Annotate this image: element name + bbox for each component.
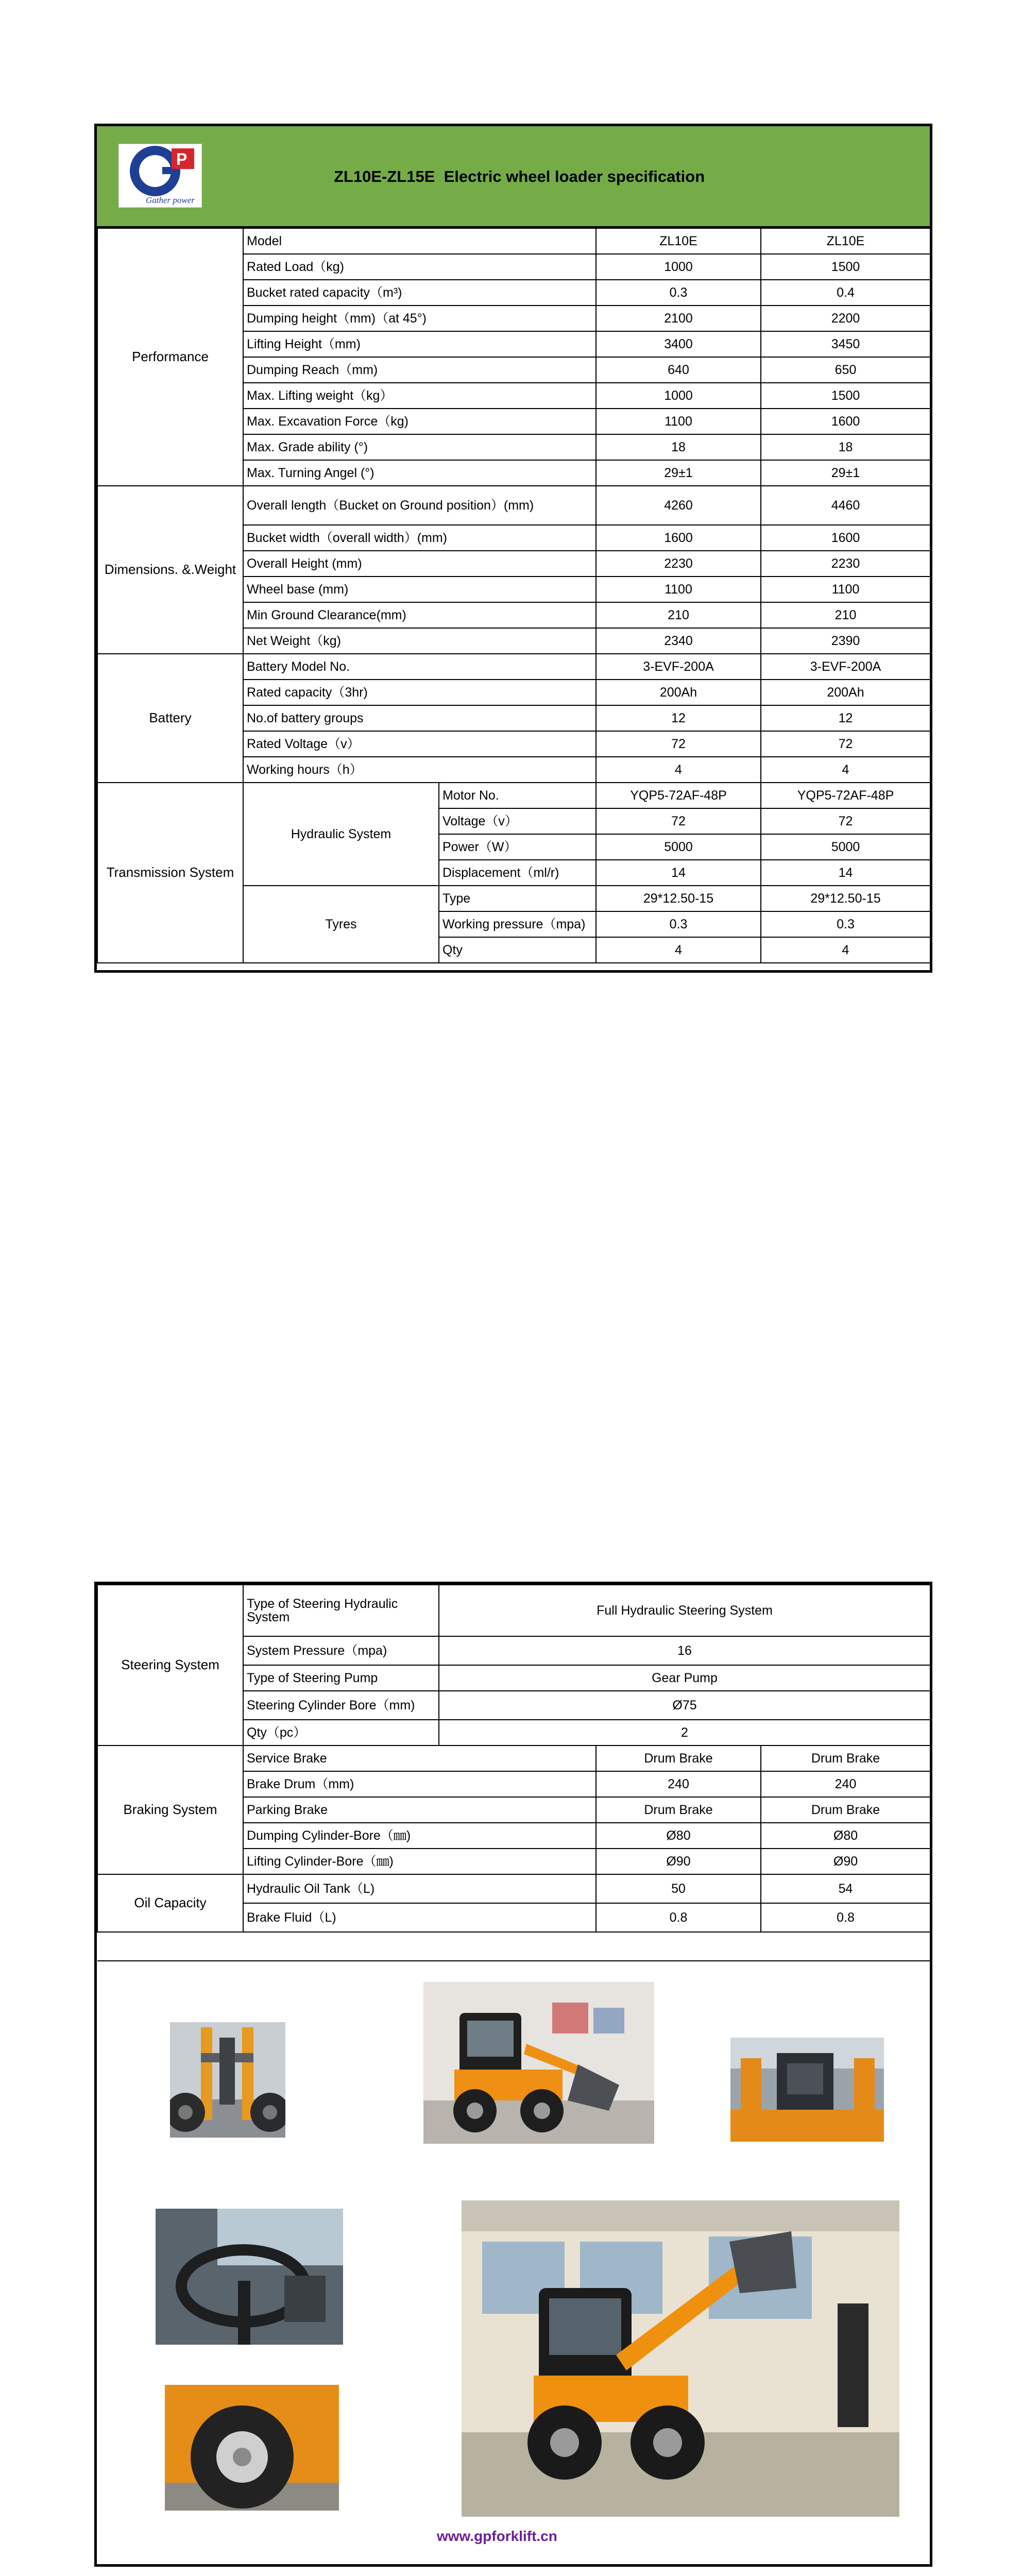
spec-label: Wheel base (mm): [243, 577, 596, 602]
spec-label: Hydraulic Oil Tank（L): [243, 1874, 596, 1903]
photo-front-lift-frame: [170, 2022, 285, 2138]
spec-label: Service Brake: [243, 1745, 596, 1771]
photo-steering-wheel: [156, 2209, 343, 2345]
spec-label: Type of Steering Pump: [243, 1665, 439, 1691]
spec-label: Max. Lifting weight（kg）: [243, 383, 596, 409]
spec-value-zl10e: 640: [596, 357, 761, 383]
spec-value-zl15e: 72: [761, 808, 930, 834]
spec-value-zl10e: 2340: [596, 628, 761, 654]
spec-value-zl15e: 54: [761, 1874, 930, 1903]
spec-value-zl15e: 1600: [761, 409, 930, 434]
spec-value-shared: 2: [439, 1720, 930, 1745]
spacer-cell: [97, 1932, 930, 1961]
spec-value-zl10e: 240: [596, 1771, 761, 1797]
spec-label: Dumping Cylinder-Bore（㎜): [243, 1823, 596, 1849]
spec-label: Model: [243, 228, 596, 254]
spec-value-zl10e: 4260: [596, 486, 761, 525]
spec-label: Rated Load（kg): [243, 254, 596, 280]
spec-value-zl15e: Ø90: [761, 1849, 930, 1874]
spec-value-zl10e: 12: [596, 705, 761, 731]
spec-label: Parking Brake: [243, 1797, 596, 1823]
spec-value-zl15e: 4460: [761, 486, 930, 525]
spec-table-continued: [97, 1584, 931, 1961]
spec-value-zl10e: 210: [596, 602, 761, 628]
category-braking: Braking System: [97, 1745, 243, 1874]
spec-value-zl10e: Ø80: [596, 1823, 761, 1849]
spec-value-zl15e: 29*12.50-15: [761, 886, 930, 911]
category-steering: Steering System: [97, 1585, 243, 1745]
spec-value-zl15e: YQP5-72AF-48P: [761, 783, 930, 808]
spec-label: Voltage（v）: [439, 808, 596, 834]
photo-loader-showroom: [462, 2200, 899, 2517]
spec-label: Qty: [439, 937, 596, 963]
photo-loader-bucket-raised: [423, 1982, 654, 2144]
spec-value-shared: Full Hydraulic Steering System: [439, 1585, 930, 1636]
spec-value-zl10e: YQP5-72AF-48P: [596, 783, 761, 808]
spec-value-zl15e: 240: [761, 1771, 930, 1797]
spec-label: Battery Model No.: [243, 654, 596, 680]
table-row: [97, 486, 930, 525]
spec-label: No.of battery groups: [243, 705, 596, 731]
spec-value-zl10e: 1000: [596, 383, 761, 409]
spec-label: Bucket width（overall width）(mm): [243, 525, 596, 551]
spec-value-zl15e: 3-EVF-200A: [761, 654, 930, 680]
spec-label: Rated Voltage（v）: [243, 731, 596, 757]
category-oil: Oil Capacity: [97, 1874, 243, 1932]
spec-value-zl10e: 5000: [596, 834, 761, 860]
spec-label: Qty（pc）: [243, 1720, 439, 1745]
subcategory-tyres: Tyres: [243, 886, 439, 963]
table-row: [97, 1745, 930, 1771]
spec-value-zl15e: 29±1: [761, 460, 930, 486]
spec-value-zl10e: 1600: [596, 525, 761, 551]
spec-value-zl15e: 650: [761, 357, 930, 383]
spec-value-zl15e: 1500: [761, 254, 930, 280]
spec-value-zl10e: 29±1: [596, 460, 761, 486]
photo-cab-interior: [730, 2038, 884, 2142]
spec-value-shared: Ø75: [439, 1691, 930, 1720]
spec-value-zl15e: 210: [761, 602, 930, 628]
spec-value-zl15e: 14: [761, 860, 930, 886]
spec-label: Working pressure（mpa): [439, 911, 596, 937]
spec-label: Displacement（ml/r): [439, 860, 596, 886]
spec-value-zl15e: Drum Brake: [761, 1745, 930, 1771]
spec-value-zl15e: 4: [761, 757, 930, 783]
spec-label: Brake Fluid（L): [243, 1903, 596, 1932]
spec-label: Min Ground Clearance(mm): [243, 602, 596, 628]
spec-value-zl10e: 2100: [596, 306, 761, 331]
spec-value-zl15e: 0.4: [761, 280, 930, 306]
spec-label: System Pressure（mpa): [243, 1636, 439, 1665]
svg-text:P: P: [176, 150, 188, 168]
spec-value-zl10e: 0.3: [596, 911, 761, 937]
spec-label: Lifting Cylinder-Bore（㎜): [243, 1849, 596, 1874]
spec-value-zl10e: 14: [596, 860, 761, 886]
spec-value-zl10e: 1100: [596, 577, 761, 602]
spec-value-zl15e: 18: [761, 434, 930, 460]
spec-value-zl10e: 4: [596, 757, 761, 783]
spec-label: Power（W）: [439, 834, 596, 860]
spec-value-zl15e: 4: [761, 937, 930, 963]
subcategory-hydraulic: Hydraulic System: [243, 783, 439, 886]
spec-label: Overall Height (mm): [243, 551, 596, 577]
spec-label: Dumping height（mm)（at 45°): [243, 306, 596, 331]
spec-value-zl10e: 3-EVF-200A: [596, 654, 761, 680]
spec-table-main: [97, 228, 931, 963]
spec-value-zl15e: 2200: [761, 306, 930, 331]
spec-value-zl10e: Ø90: [596, 1849, 761, 1874]
spec-label: Overall length（Bucket on Ground position）(mm): [243, 486, 596, 525]
table-row: [97, 783, 930, 808]
spec-value-zl15e: 1100: [761, 577, 930, 602]
table-row: [97, 654, 930, 680]
spec-label: Brake Drum（mm): [243, 1771, 596, 1797]
spec-value-zl15e: 5000: [761, 834, 930, 860]
spacer-row: [97, 1932, 930, 1961]
spec-label: Rated capacity（3hr): [243, 680, 596, 705]
spec-value-zl10e: 1100: [596, 409, 761, 434]
spec-value-zl10e: 3400: [596, 331, 761, 357]
spec-value-zl10e: 72: [596, 731, 761, 757]
category-performance: Performance: [97, 228, 243, 486]
spec-value-zl10e: Drum Brake: [596, 1745, 761, 1771]
spec-value-zl10e: 4: [596, 937, 761, 963]
spec-label: Type of Steering Hydraulic System: [243, 1585, 439, 1636]
spec-label: Lifting Height（mm): [243, 331, 596, 357]
spec-sheet-page-1: [94, 124, 932, 973]
spec-value-zl10e: 50: [596, 1874, 761, 1903]
spec-value-zl10e: 1000: [596, 254, 761, 280]
spec-value-zl15e: Drum Brake: [761, 1797, 930, 1823]
spec-value-zl15e: ZL10E: [761, 228, 930, 254]
website-link[interactable]: www.gpforklift.cn: [437, 2528, 557, 2544]
spec-label: Bucket rated capacity（m³): [243, 280, 596, 306]
spec-value-zl15e: Ø80: [761, 1823, 930, 1849]
spec-value-zl15e: 1600: [761, 525, 930, 551]
spec-value-zl10e: 72: [596, 808, 761, 834]
spec-value-zl10e: 29*12.50-15: [596, 886, 761, 911]
spec-value-zl15e: 2390: [761, 628, 930, 654]
spec-label: Working hours（h）: [243, 757, 596, 783]
spec-label: Net Weight（kg): [243, 628, 596, 654]
spec-label: Dumping Reach（mm): [243, 357, 596, 383]
category-transmission: Transmission System: [97, 783, 243, 963]
spec-value-zl10e: 0.3: [596, 280, 761, 306]
spec-label: Max. Turning Angel (°): [243, 460, 596, 486]
spec-value-zl15e: 72: [761, 731, 930, 757]
spec-sheet-page-2: [94, 1582, 932, 2567]
spec-value-zl10e: 0.8: [596, 1903, 761, 1932]
spec-label: Motor No.: [439, 783, 596, 808]
spec-value-shared: Gear Pump: [439, 1665, 930, 1691]
spec-value-zl15e: 1500: [761, 383, 930, 409]
spec-value-zl15e: 0.8: [761, 1903, 930, 1932]
spec-value-zl10e: 200Ah: [596, 680, 761, 705]
table-row: [97, 1874, 930, 1903]
photo-tyre-closeup: [165, 2385, 339, 2511]
category-battery: Battery: [97, 654, 243, 783]
spec-value-zl10e: ZL10E: [596, 228, 761, 254]
spec-value-zl15e: 12: [761, 705, 930, 731]
spec-value-zl10e: 2230: [596, 551, 761, 577]
table-row: [97, 228, 930, 254]
spec-value-zl10e: Drum Brake: [596, 1797, 761, 1823]
svg-text:Gather power: Gather power: [146, 195, 195, 205]
spec-label: Max. Excavation Force（kg): [243, 409, 596, 434]
spec-value-zl15e: 200Ah: [761, 680, 930, 705]
spec-title: ZL10E-ZL15E Electric wheel loader specification: [334, 167, 705, 185]
spec-value-zl15e: 3450: [761, 331, 930, 357]
table-row: [97, 1585, 930, 1636]
gather-power-logo: [118, 144, 202, 208]
spec-label: Steering Cylinder Bore（mm): [243, 1691, 439, 1720]
photo-gallery: [97, 1961, 930, 2545]
spec-label: Type: [439, 886, 596, 911]
spec-header: [97, 126, 930, 228]
spec-value-zl15e: 0.3: [761, 911, 930, 937]
spec-label: Max. Grade ability (°): [243, 434, 596, 460]
spec-value-shared: 16: [439, 1636, 930, 1665]
spec-value-zl15e: 2230: [761, 551, 930, 577]
category-dimensions: Dimensions. &.Weight: [97, 486, 243, 654]
spec-value-zl10e: 18: [596, 434, 761, 460]
